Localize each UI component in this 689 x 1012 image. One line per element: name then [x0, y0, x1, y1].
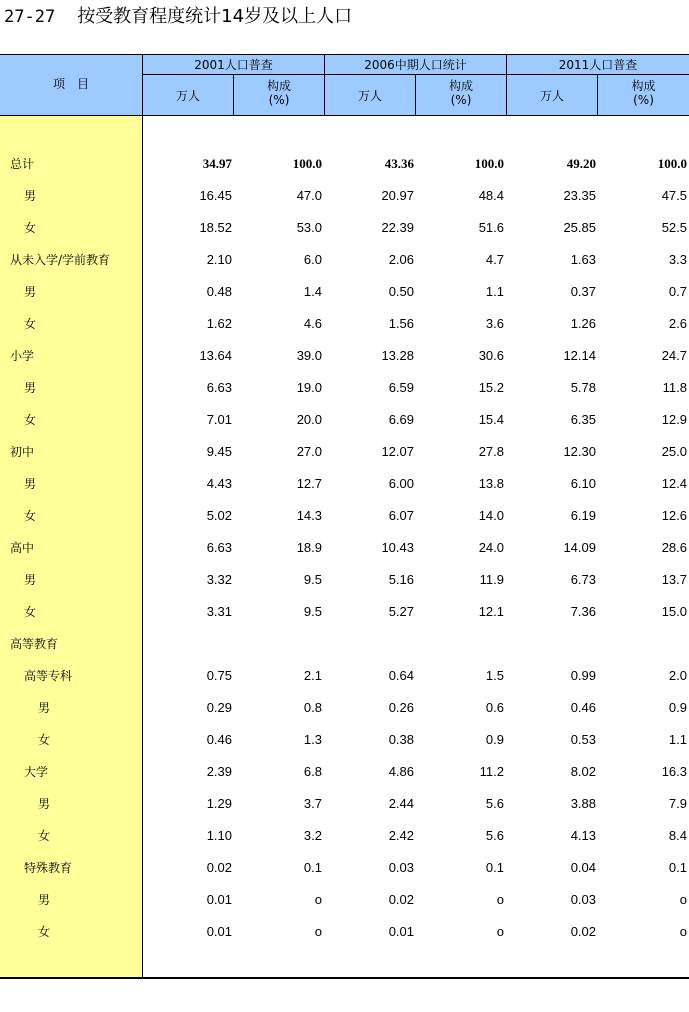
- table-row: [0, 564, 689, 596]
- cell-count: 4.43: [206, 476, 232, 491]
- header-divider: [142, 55, 143, 115]
- cell-percent: 12.6: [661, 508, 687, 523]
- row-label: 初中: [10, 445, 35, 459]
- cell-count: 6.00: [388, 476, 414, 491]
- cell-percent: 2.0: [668, 668, 687, 683]
- cell-percent: 15.0: [661, 604, 687, 619]
- cell-percent: 13.8: [478, 476, 504, 491]
- table-row: [0, 788, 689, 820]
- cell-percent: 25.0: [661, 444, 687, 459]
- cell-percent: 48.4: [478, 188, 504, 203]
- cell-count: 0.04: [570, 860, 596, 875]
- header-divider: [597, 75, 598, 115]
- cell-percent: 27.8: [478, 444, 504, 459]
- table-row: [0, 308, 689, 340]
- cell-count: 12.30: [563, 444, 596, 459]
- cell-count: 12.14: [563, 348, 596, 363]
- bottom-rule: [0, 977, 689, 979]
- cell-count: 6.10: [570, 476, 596, 491]
- table-row: [0, 372, 689, 404]
- row-label: 女: [24, 509, 37, 523]
- header-divider: [324, 55, 325, 115]
- cell-percent: 3.2: [303, 828, 322, 843]
- cell-count: 2.39: [206, 764, 232, 779]
- cell-count: 2.44: [388, 796, 414, 811]
- cell-percent: 9.5: [303, 572, 322, 587]
- cell-percent: 27.0: [296, 444, 322, 459]
- cell-percent: 39.0: [296, 348, 322, 363]
- cell-count: 43.36: [384, 156, 414, 171]
- row-label: 小学: [10, 349, 35, 363]
- cell-percent: 12.9: [661, 412, 687, 427]
- cell-count: 0.64: [388, 668, 414, 683]
- table-row: [0, 820, 689, 852]
- table-row: [0, 628, 689, 660]
- cell-count: 3.31: [206, 604, 232, 619]
- cell-count: 1.10: [206, 828, 232, 843]
- sub-header-count-2011: 万人: [539, 89, 564, 103]
- cell-count: 13.28: [381, 348, 414, 363]
- cell-count: 6.63: [206, 540, 232, 555]
- cell-count: 0.01: [206, 892, 232, 907]
- cell-count: 5.78: [570, 380, 596, 395]
- cell-count: 0.26: [388, 700, 414, 715]
- cell-percent: o: [314, 892, 322, 907]
- row-label: 女: [24, 317, 37, 331]
- table-row: [0, 148, 689, 180]
- sub-header-pct-2006: 构成 (%): [448, 79, 473, 107]
- cell-percent: 19.0: [296, 380, 322, 395]
- cell-count: 3.88: [570, 796, 596, 811]
- cell-percent: 0.1: [303, 860, 322, 875]
- cell-percent: 30.6: [478, 348, 504, 363]
- cell-percent: 5.6: [485, 796, 504, 811]
- row-label: 高等教育: [10, 637, 59, 651]
- cell-count: 4.13: [570, 828, 596, 843]
- sub-header-count-2001: 万人: [175, 89, 200, 103]
- cell-percent: 24.7: [661, 348, 687, 363]
- cell-percent: 14.0: [478, 508, 504, 523]
- cell-percent: 53.0: [296, 220, 322, 235]
- row-label: 从未入学/学前教育: [10, 253, 111, 267]
- table-row: [0, 692, 689, 724]
- row-label: 男: [38, 797, 51, 811]
- cell-percent: 47.5: [661, 188, 687, 203]
- header-divider: [506, 55, 507, 115]
- cell-percent: 7.9: [668, 796, 687, 811]
- cell-count: 0.01: [206, 924, 232, 939]
- table-row: [0, 852, 689, 884]
- cell-count: 0.99: [570, 668, 596, 683]
- cell-count: 10.43: [381, 540, 414, 555]
- cell-percent: 0.9: [668, 700, 687, 715]
- cell-percent: 6.8: [303, 764, 322, 779]
- cell-percent: 0.9: [485, 732, 504, 747]
- row-label: 大学: [24, 765, 49, 779]
- cell-percent: 8.4: [668, 828, 687, 843]
- cell-count: 6.69: [388, 412, 414, 427]
- cell-count: 1.56: [388, 316, 414, 331]
- cell-count: 0.75: [206, 668, 232, 683]
- cell-percent: 4.6: [303, 316, 322, 331]
- cell-count: 6.35: [570, 412, 596, 427]
- cell-percent: 0.1: [485, 860, 504, 875]
- row-label: 女: [24, 413, 37, 427]
- table-row: [0, 244, 689, 276]
- cell-count: 13.64: [199, 348, 232, 363]
- cell-percent: 0.6: [485, 700, 504, 715]
- cell-percent: 11.8: [662, 380, 687, 395]
- item-header: 项 目: [52, 77, 89, 91]
- cell-count: 4.86: [388, 764, 414, 779]
- table-row: [0, 660, 689, 692]
- cell-count: 3.32: [206, 572, 232, 587]
- group-header-2006: 2006中期人口统计: [364, 58, 467, 72]
- cell-count: 5.16: [388, 572, 414, 587]
- cell-count: 22.39: [381, 220, 414, 235]
- cell-percent: 12.4: [661, 476, 687, 491]
- cell-count: 0.02: [206, 860, 232, 875]
- cell-count: 0.48: [206, 284, 232, 299]
- table-row: [0, 212, 689, 244]
- cell-count: 25.85: [563, 220, 596, 235]
- cell-percent: 2.1: [303, 668, 322, 683]
- header-divider: [233, 75, 234, 115]
- cell-percent: 3.6: [485, 316, 504, 331]
- cell-percent: 52.5: [661, 220, 687, 235]
- cell-count: 0.01: [388, 924, 414, 939]
- cell-percent: o: [496, 924, 504, 939]
- cell-count: 0.38: [388, 732, 414, 747]
- cell-count: 14.09: [563, 540, 596, 555]
- row-label: 总计: [10, 157, 35, 171]
- cell-percent: 15.4: [478, 412, 504, 427]
- table-row: [0, 884, 689, 916]
- cell-percent: 15.2: [478, 380, 504, 395]
- cell-percent: 11.9: [479, 572, 504, 587]
- cell-count: 16.45: [199, 188, 232, 203]
- cell-percent: 51.6: [478, 220, 504, 235]
- cell-percent: 28.6: [661, 540, 687, 555]
- cell-count: 6.19: [570, 508, 596, 523]
- header-divider: [415, 75, 416, 115]
- row-label: 男: [24, 573, 37, 587]
- cell-percent: o: [679, 924, 687, 939]
- cell-percent: o: [679, 892, 687, 907]
- cell-percent: 18.9: [296, 540, 322, 555]
- table-row: [0, 276, 689, 308]
- table-row: [0, 404, 689, 436]
- cell-count: 2.42: [388, 828, 414, 843]
- cell-count: 7.36: [570, 604, 596, 619]
- row-label: 女: [38, 733, 51, 747]
- cell-count: 0.46: [570, 700, 596, 715]
- cell-percent: 1.5: [485, 668, 504, 683]
- cell-percent: o: [314, 924, 322, 939]
- table-row: [0, 340, 689, 372]
- cell-percent: 47.0: [296, 188, 322, 203]
- cell-count: 0.50: [388, 284, 414, 299]
- table-row: [0, 724, 689, 756]
- table-row: [0, 596, 689, 628]
- cell-count: 1.26: [570, 316, 596, 331]
- cell-percent: 4.7: [485, 252, 504, 267]
- cell-percent: 100.0: [292, 156, 322, 171]
- table-row: [0, 500, 689, 532]
- row-label: 男: [38, 893, 51, 907]
- cell-percent: 14.3: [296, 508, 322, 523]
- row-label: 女: [38, 829, 51, 843]
- cell-count: 0.03: [388, 860, 414, 875]
- cell-count: 6.59: [388, 380, 414, 395]
- cell-percent: 1.1: [485, 284, 504, 299]
- cell-percent: 100.0: [474, 156, 504, 171]
- cell-count: 0.02: [388, 892, 414, 907]
- group-header-2011: 2011人口普查: [558, 58, 638, 72]
- page-title: [4, 4, 352, 30]
- row-label: 女: [24, 221, 37, 235]
- cell-count: 2.10: [206, 252, 232, 267]
- table-code: 27-27: [4, 7, 56, 27]
- sub-header-pct-2011: 构成 (%): [631, 79, 656, 107]
- cell-count: 20.97: [381, 188, 414, 203]
- cell-count: 9.45: [206, 444, 232, 459]
- row-label: 男: [24, 189, 37, 203]
- cell-count: 6.63: [206, 380, 232, 395]
- cell-percent: 11.2: [479, 764, 504, 779]
- cell-count: 0.02: [570, 924, 596, 939]
- cell-count: 49.20: [566, 156, 596, 171]
- sub-header-pct-2001: 构成 (%): [266, 79, 291, 107]
- cell-percent: 24.0: [478, 540, 504, 555]
- cell-percent: 13.7: [661, 572, 687, 587]
- cell-percent: o: [496, 892, 504, 907]
- cell-percent: 12.7: [296, 476, 322, 491]
- cell-percent: 3.7: [303, 796, 322, 811]
- cell-count: 1.29: [206, 796, 232, 811]
- cell-percent: 16.3: [661, 764, 687, 779]
- cell-percent: 0.8: [303, 700, 322, 715]
- table-row: [0, 916, 689, 948]
- cell-percent: 1.3: [303, 732, 322, 747]
- cell-percent: 12.1: [478, 604, 504, 619]
- cell-percent: 9.5: [303, 604, 322, 619]
- cell-percent: 6.0: [303, 252, 322, 267]
- cell-percent: 100.0: [657, 156, 687, 171]
- row-label: 特殊教育: [24, 861, 73, 875]
- cell-count: 0.29: [206, 700, 232, 715]
- cell-count: 23.35: [563, 188, 596, 203]
- table-row: [0, 436, 689, 468]
- cell-count: 5.02: [206, 508, 232, 523]
- cell-count: 34.97: [202, 156, 232, 171]
- table-row: [0, 532, 689, 564]
- cell-count: 5.27: [388, 604, 414, 619]
- row-label: 男: [24, 477, 37, 491]
- cell-count: 0.46: [206, 732, 232, 747]
- cell-count: 1.63: [570, 252, 596, 267]
- group-header-2001: 2001人口普查: [194, 58, 273, 72]
- cell-percent: 3.3: [668, 252, 687, 267]
- row-label: 高等专科: [24, 669, 73, 683]
- table-row: [0, 756, 689, 788]
- header-divider: [142, 74, 689, 75]
- cell-percent: 1.1: [668, 732, 687, 747]
- cell-percent: 0.7: [668, 284, 687, 299]
- row-label: 男: [24, 381, 37, 395]
- cell-percent: 0.1: [668, 860, 687, 875]
- table-title: 按受教育程度统计14岁及以上人口: [77, 6, 353, 27]
- cell-count: 12.07: [381, 444, 414, 459]
- row-label: 男: [38, 701, 51, 715]
- cell-count: 0.37: [570, 284, 596, 299]
- table-row: [0, 468, 689, 500]
- cell-count: 6.73: [570, 572, 596, 587]
- row-label: 女: [24, 605, 37, 619]
- cell-percent: 20.0: [296, 412, 322, 427]
- cell-count: 18.52: [199, 220, 232, 235]
- cell-count: 7.01: [206, 412, 232, 427]
- row-label: 男: [24, 285, 37, 299]
- cell-percent: 2.6: [668, 316, 687, 331]
- cell-percent: 1.4: [303, 284, 322, 299]
- cell-count: 0.53: [570, 732, 596, 747]
- cell-count: 2.06: [388, 252, 414, 267]
- header-rule: [0, 115, 689, 116]
- cell-count: 8.02: [570, 764, 596, 779]
- table-row: [0, 180, 689, 212]
- table-header: [0, 55, 689, 115]
- sub-header-count-2006: 万人: [357, 89, 382, 103]
- cell-count: 0.03: [570, 892, 596, 907]
- cell-percent: 5.6: [485, 828, 504, 843]
- cell-count: 6.07: [388, 508, 414, 523]
- row-label: 高中: [10, 541, 35, 555]
- row-label: 女: [38, 925, 51, 939]
- cell-count: 1.62: [206, 316, 232, 331]
